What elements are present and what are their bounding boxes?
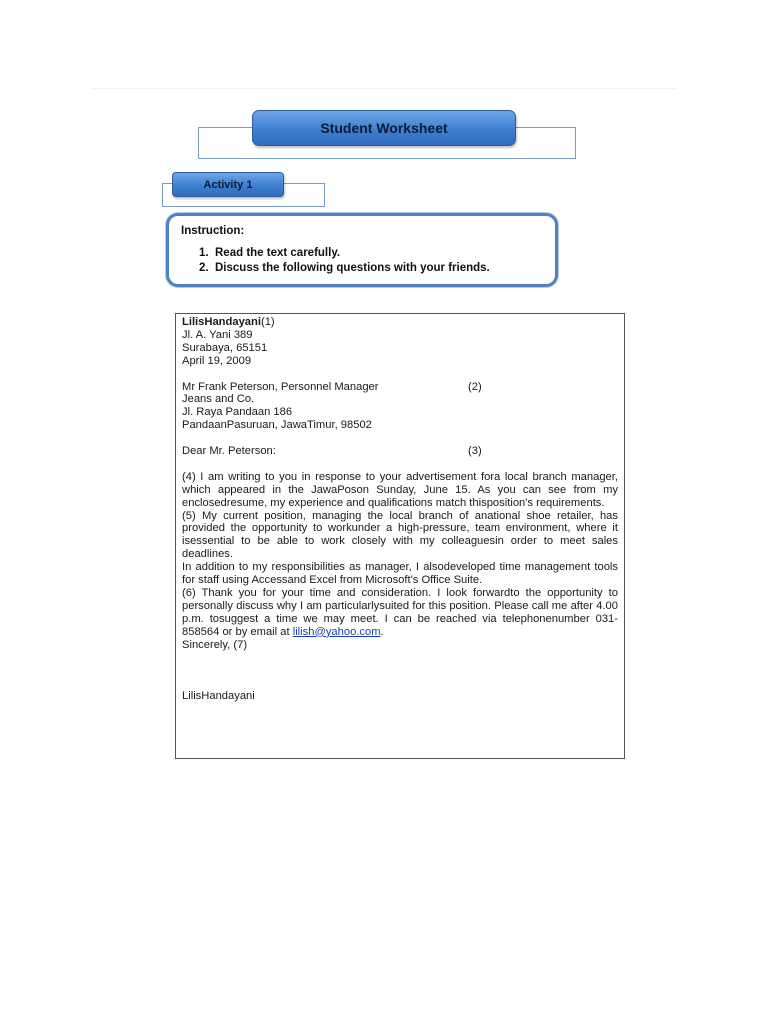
sender-address-line: Surabaya, 65151 xyxy=(182,341,268,354)
activity-label: Activity 1 xyxy=(172,172,284,197)
worksheet-title: Student Worksheet xyxy=(252,110,516,146)
letter-paragraph: In addition to my responsibilities as manager, I alsodeveloped time management tools for staff using Accessand Excel from Microsoft's Office Suite. xyxy=(182,561,618,587)
salutation-text: Dear Mr. Peterson: xyxy=(182,445,276,458)
instruction-box xyxy=(166,213,558,287)
recipient-line: PandaanPasuruan, JawaTimur, 98502 xyxy=(182,419,372,432)
letter-paragraph: (5) My current position, managing the local branch of anational shoe retailer, has provided the opportunity to workunder a high-pressure, team environment, where it isessential to be able to work closely with my colleaguesin order to meet sales deadlines. xyxy=(182,509,618,561)
top-divider xyxy=(92,88,676,89)
sign-off: Sincerely, (7) xyxy=(182,638,248,651)
sender-mark: (1) xyxy=(260,316,275,328)
instruction-title: Instruction: xyxy=(181,225,245,237)
instruction-text: Read the text carefully. xyxy=(215,247,341,259)
closing-paragraph xyxy=(182,587,618,639)
letter-date: April 19, 2009 xyxy=(182,354,252,367)
sender-block xyxy=(182,316,618,368)
signature-name: LilisHandayani xyxy=(182,689,255,702)
instruction-item xyxy=(199,246,490,261)
recipient-mark: (2) xyxy=(468,380,482,393)
sender-address-line: Jl. A. Yani 389 xyxy=(182,328,253,341)
salutation xyxy=(182,445,618,458)
recipient-line: Jeans and Co. xyxy=(182,393,255,406)
sender-name: LilisHandayani xyxy=(182,316,261,328)
letter-paragraph: (4) I am writing to you in response to your advertisement fora local branch manager, which appeared in the JawaPoson Sunday, June 15. As you can see from my enclosedresume, my experience and qualifications match thisposition's requirements. xyxy=(182,470,618,509)
signature-space xyxy=(182,652,618,690)
instruction-text: Discuss the following questions with your friends. xyxy=(215,261,490,274)
closing-text: (6) Thank you for your time and consideration. I look forwardto the opportunity to personally discuss why I am particularlysuited for this position. Please call me after 4.00 p.m. tosuggest a time we may meet. I can be reached via telephonenumber 031-858564 or by email at xyxy=(182,586,618,638)
recipient-line: Jl. Raya Pandaan 186 xyxy=(182,406,293,419)
recipient-block xyxy=(182,381,618,433)
instruction-number: 2. xyxy=(199,261,209,274)
instruction-item xyxy=(199,261,490,276)
instruction-list xyxy=(199,246,490,275)
cover-letter xyxy=(175,313,625,759)
recipient-line: Mr Frank Peterson, Personnel Manager xyxy=(182,380,379,393)
instruction-number: 1. xyxy=(199,247,209,259)
salutation-mark: (3) xyxy=(468,445,482,458)
closing-end: . xyxy=(380,625,384,638)
email-link[interactable]: lilish@yahoo.com xyxy=(292,625,381,638)
